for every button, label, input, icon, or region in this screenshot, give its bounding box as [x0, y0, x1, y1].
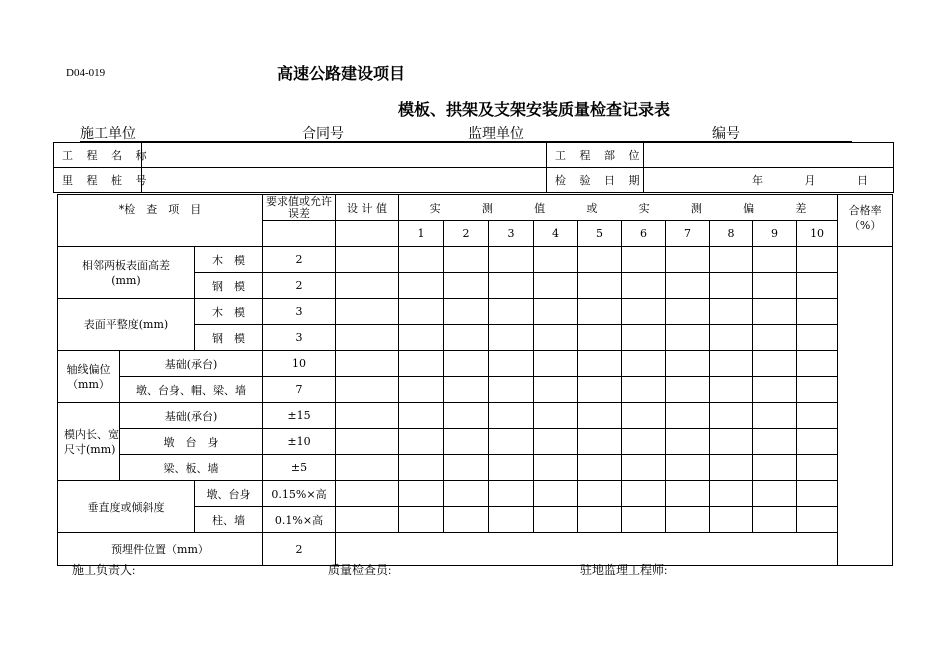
project-part-label: 工 程 部 位: [547, 143, 644, 168]
mileage-label: 里 程 桩 号: [54, 168, 142, 193]
construction-unit-label: 施工单位: [80, 126, 136, 142]
required-value: 0.15%×高: [263, 481, 336, 507]
required-value: 7: [263, 377, 336, 403]
project-name-field[interactable]: [142, 143, 547, 168]
required-value-header: 要求值或允许误差: [263, 195, 336, 221]
col-num-1: 1: [399, 221, 444, 247]
header-line: [80, 123, 852, 142]
row-group-axis-offset: 轴线偏位（mm）: [58, 351, 120, 403]
col-num-9: 9: [753, 221, 797, 247]
required-value: 10: [263, 351, 336, 377]
measured-header: 实 测 值 或 实 测 偏 差: [399, 195, 838, 221]
table-row: [58, 299, 893, 325]
table-row: [58, 403, 893, 429]
col-num-2: 2: [444, 221, 489, 247]
document-title-project: 高速公路建设项目: [277, 64, 406, 83]
row-label: 木 模: [195, 299, 263, 325]
table-row: [58, 481, 893, 507]
required-value: ±15: [263, 403, 336, 429]
table-row: [58, 247, 893, 273]
table-row: [58, 429, 893, 455]
row-group-surface-flatness: 表面平整度(mm): [58, 299, 195, 351]
project-part-field[interactable]: [644, 143, 894, 168]
contract-no-label: 合同号: [302, 126, 344, 142]
row-label: 钢 模: [195, 273, 263, 299]
info-table: [53, 142, 894, 193]
required-value-cell: [263, 221, 336, 247]
required-value: 3: [263, 325, 336, 351]
table-row: [58, 351, 893, 377]
number-label: 编号: [712, 126, 740, 142]
document-code: D04-019: [66, 67, 106, 79]
design-value-header: 设 计 值: [336, 195, 399, 221]
project-name-label: 工 程 名 称: [54, 143, 142, 168]
row-group-verticality: 垂直度或倾斜度: [58, 481, 195, 533]
row-label: 钢 模: [195, 325, 263, 351]
document-title-form: 模板、拱架及支架安装质量检查记录表: [398, 100, 671, 119]
required-value: 2: [263, 273, 336, 299]
row-label: 墩、台身、帽、梁、墙: [120, 377, 263, 403]
row-group-adjacent-height-diff: 相邻两板表面高差(mm): [58, 247, 195, 299]
mileage-field[interactable]: [142, 168, 547, 193]
row-label-embedded-position: 预埋件位置（mm）: [58, 533, 263, 566]
col-num-4: 4: [534, 221, 578, 247]
construction-lead-label: 施工负责人:: [72, 563, 136, 577]
table-row: [58, 377, 893, 403]
resident-engineer-label: 驻地监理工程师:: [580, 563, 668, 577]
required-value: 2: [263, 533, 336, 566]
row-label: 木 模: [195, 247, 263, 273]
required-value: ±10: [263, 429, 336, 455]
required-value: ±5: [263, 455, 336, 481]
inspection-date-label: 检 验 日 期: [547, 168, 644, 193]
quality-inspector-label: 质量检查员:: [328, 563, 392, 577]
table-row: [58, 533, 893, 566]
design-value-cell: [336, 221, 399, 247]
required-value: 2: [263, 247, 336, 273]
row-label: 墩 台 身: [120, 429, 263, 455]
pass-rate-header: 合格率（%）: [838, 195, 893, 247]
col-num-7: 7: [666, 221, 710, 247]
required-value: 0.1%×高: [263, 507, 336, 533]
row-label: 柱、墙: [195, 507, 263, 533]
col-num-10: 10: [797, 221, 838, 247]
required-value: 3: [263, 299, 336, 325]
row-group-inner-dimensions: 模内长、宽尺寸(mm): [58, 403, 120, 481]
table-row: [58, 455, 893, 481]
row-label: 基础(承台): [120, 351, 263, 377]
check-item-header: *检 查 项 目: [58, 195, 263, 247]
col-num-3: 3: [489, 221, 534, 247]
row-label: 墩、台身: [195, 481, 263, 507]
row-label: 基础(承台): [120, 403, 263, 429]
col-num-6: 6: [622, 221, 666, 247]
col-num-8: 8: [710, 221, 753, 247]
row-label: 梁、板、墙: [120, 455, 263, 481]
inspection-table: [57, 194, 893, 566]
inspection-date-field[interactable]: 年 月 日: [644, 168, 894, 193]
col-num-5: 5: [578, 221, 622, 247]
supervision-unit-label: 监理单位: [468, 126, 524, 142]
